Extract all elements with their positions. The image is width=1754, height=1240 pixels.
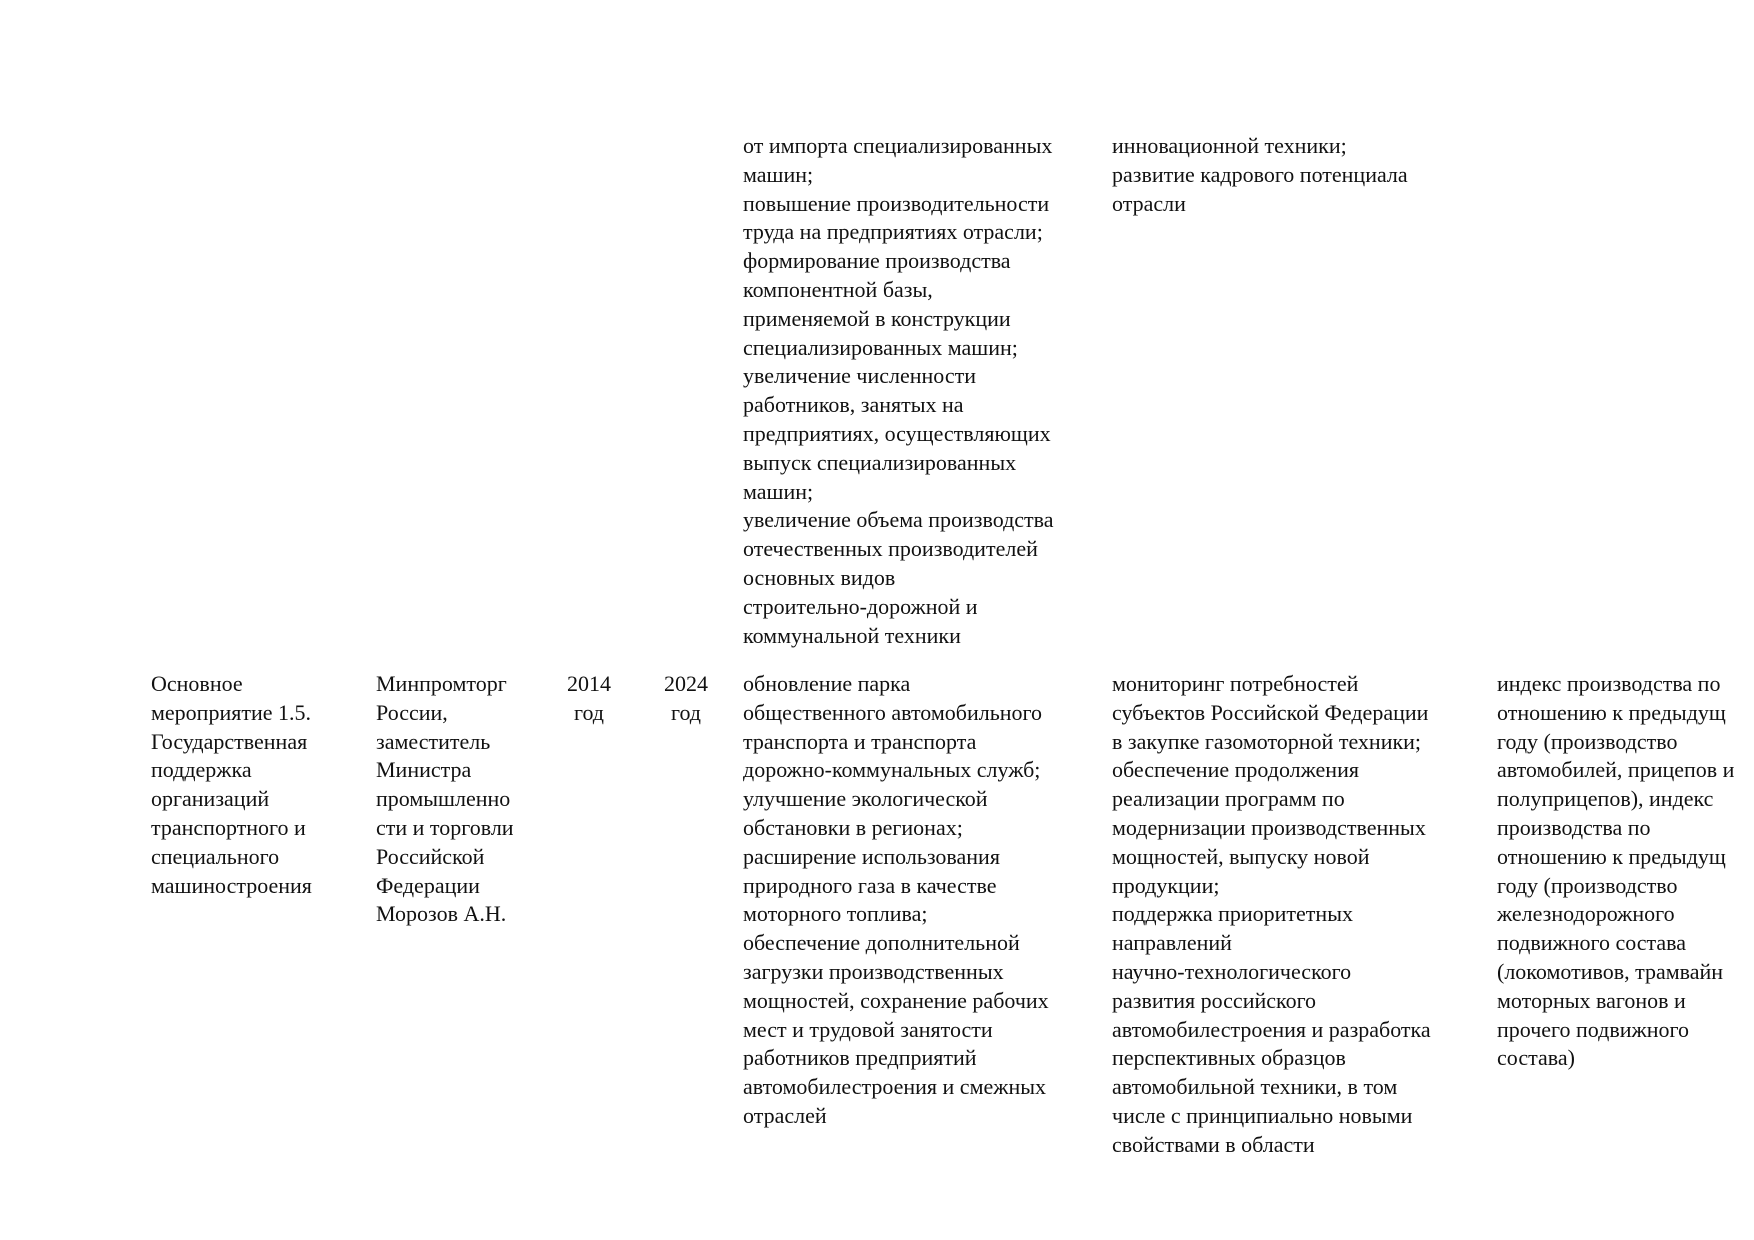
continuation-main-directions-cell: инновационной техники; развитие кадрового потенциала отрасли bbox=[1112, 133, 1408, 216]
continuation-expected-results-cell: от импорта специализированных машин; повышение производительности труда на предприятиях отрасли; формирование производства компонентной базы, применяемой в конструкции специализированных машин; увеличение численности работников, занятых на предприятиях, осуществляющих выпуск специализированных машин; увеличение объема производства отечественных производителей основных видов строительно-дорожной и коммунальной техники bbox=[743, 133, 1054, 648]
main-directions-cell: мониторинг потребностей субъектов Российской Федерации в закупке газомоторной техники; обеспечение продолжения реализации программ по модернизации производственных мощностей, выпуску новой продукции; поддержка приоритетных направлений научно-технологического развития российского автомобилестроения и разработка перспективных образцов автомобильной техники, в том числе с принципиально новыми свойствами в области bbox=[1112, 671, 1431, 1157]
start-year-cell: 2014 год bbox=[567, 671, 611, 725]
activity-name-cell: Основное мероприятие 1.5. Государственная поддержка организаций транспортного и специального машиностроения bbox=[151, 671, 312, 898]
responsible-executor-cell: Минпромторг России, заместитель Министра промышленно сти и торговли Российской Федерации Морозов А.Н. bbox=[376, 671, 514, 927]
indicators-cell: индекс производства по отношению к предыдущ году (производство автомобилей, прицепов и полуприцепов), индекс производства по отношению к предыдущ году (производство железнодорожного подвижного состава (локомотивов, трамвайн моторных вагонов и прочего подвижного состава) bbox=[1497, 671, 1735, 1071]
end-year-cell: 2024 год bbox=[664, 671, 708, 725]
expected-results-cell: обновление парка общественного автомобильного транспорта и транспорта дорожно-коммунальных служб; улучшение экологической обстановки в регионах; расширение использования природного газа в качестве моторного топлива; обеспечение дополнительной загрузки производственных мощностей, сохранение рабочих мест и трудовой занятости работников предприятий автомобилестроения и смежных отраслей bbox=[743, 671, 1049, 1128]
